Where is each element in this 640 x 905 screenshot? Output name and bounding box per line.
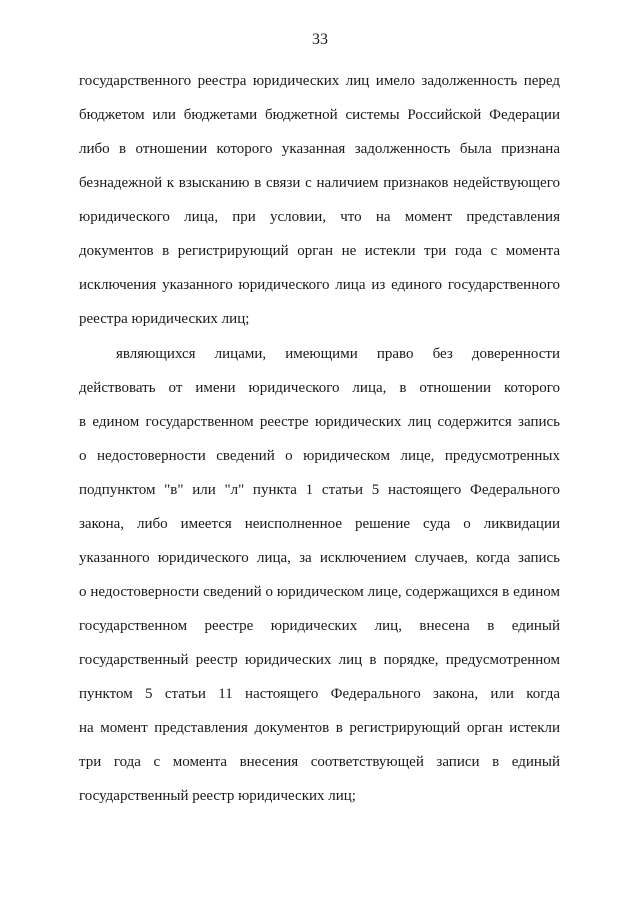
text-line: три года с момента внесения соответствующей записи в единый bbox=[79, 754, 560, 770]
text-line: закона, либо имеется неисполненное решение суда о ликвидации bbox=[79, 516, 560, 532]
paragraph-2 bbox=[79, 344, 560, 820]
paragraph-1 bbox=[79, 71, 560, 343]
text-line: действовать от имени юридического лица, в отношении которого bbox=[79, 380, 560, 396]
text-line: реестра юридических лиц; bbox=[79, 311, 250, 327]
text-line: документов в регистрирующий орган не истекли три года с момента bbox=[79, 243, 560, 259]
text-line: о недостоверности сведений о юридическом лице, содержащихся в едином bbox=[79, 584, 560, 600]
text-line: государственный реестр юридических лиц; bbox=[79, 788, 356, 804]
text-line: государственном реестре юридических лиц, внесена в единый bbox=[79, 618, 560, 634]
text-line: государственного реестра юридических лиц имело задолженность перед bbox=[79, 73, 560, 89]
text-line: подпунктом "в" или "л" пункта 1 статьи 5 настоящего Федерального bbox=[79, 482, 560, 498]
text-line: указанного юридического лица, за исключением случаев, когда запись bbox=[79, 550, 560, 566]
text-line: безнадежной к взысканию в связи с наличием признаков недействующего bbox=[79, 175, 560, 191]
text-line: пунктом 5 статьи 11 настоящего Федерального закона, или когда bbox=[79, 686, 560, 702]
text-line: юридического лица, при условии, что на момент представления bbox=[79, 209, 560, 225]
text-line: на момент представления документов в регистрирующий орган истекли bbox=[79, 720, 560, 736]
text-line: либо в отношении которого указанная задолженность была признана bbox=[79, 141, 560, 157]
page-number: 33 bbox=[312, 31, 328, 48]
text-line: бюджетом или бюджетами бюджетной системы Российской Федерации bbox=[79, 107, 560, 123]
text-line: о недостоверности сведений о юридическом лице, предусмотренных bbox=[79, 448, 560, 464]
text-line: являющихся лицами, имеющими право без доверенности bbox=[116, 346, 560, 362]
text-line: в едином государственном реестре юридических лиц содержится запись bbox=[79, 414, 560, 430]
text-line: исключения указанного юридического лица из единого государственного bbox=[79, 277, 560, 293]
text-line: государственный реестр юридических лиц в порядке, предусмотренном bbox=[79, 652, 560, 668]
